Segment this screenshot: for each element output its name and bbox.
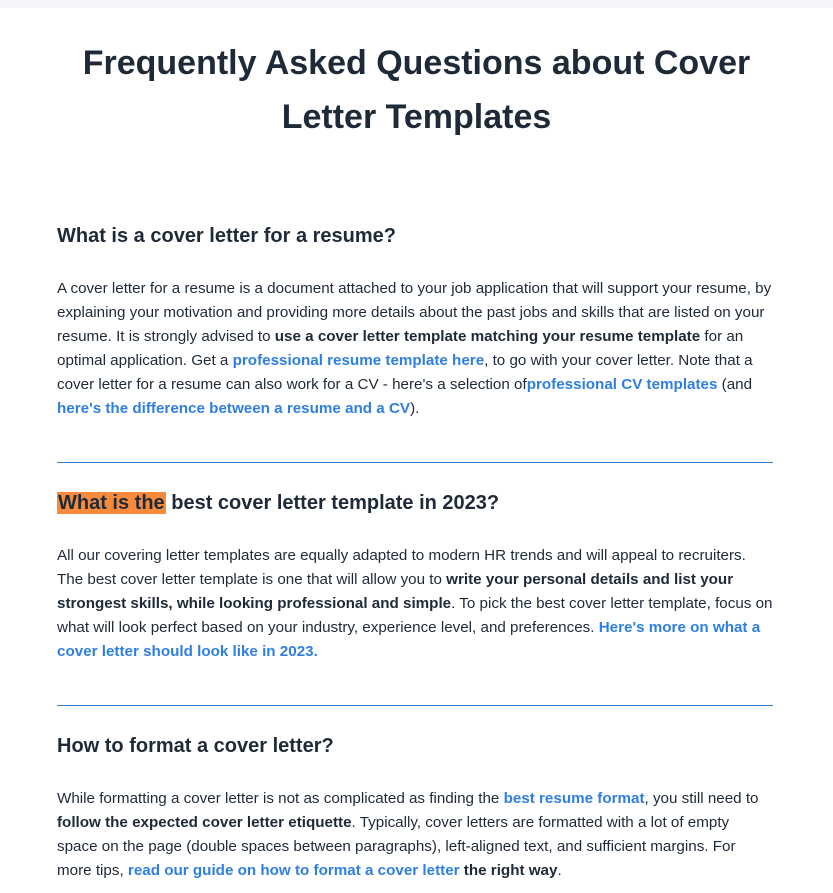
- divider: [57, 462, 773, 463]
- best-resume-format-link[interactable]: best resume format: [503, 790, 645, 807]
- answer-text: , to go with your cover letter. Note that a cover letter for a resume can also work for a CV - here's a selection of: [57, 352, 753, 393]
- resume-vs-cv-link[interactable]: here's the difference between a resume and a CV: [57, 400, 411, 417]
- faq-item-2: [57, 489, 773, 517]
- answer-text: . To pick the best cover letter template, focus on what will look perfect based on your industry, experience level, and preferences.: [57, 595, 773, 636]
- answer-bold-text: write your personal details and list your strongest skills, while looking professional and simple: [57, 571, 734, 612]
- answer-text: for an optimal application. Get a: [57, 328, 744, 369]
- professional-resume-template-link[interactable]: professional resume template here: [232, 352, 485, 369]
- search-highlight: What is the: [58, 492, 165, 514]
- format-guide-link[interactable]: read our guide on how to format a cover letter: [127, 862, 460, 879]
- page-title: Frequently Asked Questions about Cover Letter Templates: [82, 44, 751, 136]
- faq-question-2: [57, 489, 773, 517]
- faq-item-1: [57, 222, 773, 250]
- faq-answer-1: [57, 277, 773, 421]
- answer-bold-text: follow the expected cover letter etiquette: [57, 814, 352, 831]
- answer-text: , you still need to: [644, 790, 759, 807]
- answer-text: A cover letter for a resume is a document attached to your job application that will support your resume, by explaining your motivation and providing more details about the past jobs and skills that are listed on your resume. It is strongly advised to: [57, 280, 772, 345]
- answer-text: . Typically, cover letters are formatted with a lot of empty space on the page (double spaces between paragraphs), left-aligned text, and sufficient margins. For more tips,: [57, 814, 736, 879]
- faq-item-3: [57, 732, 773, 760]
- cover-letter-look-link[interactable]: Here's more on what a cover letter should look like in 2023.: [57, 619, 761, 660]
- professional-cv-templates-link[interactable]: professional CV templates: [526, 376, 718, 393]
- faq-answer-2: [57, 544, 773, 664]
- question-text: best cover letter template in 2023?: [165, 492, 500, 514]
- answer-text: ).: [410, 400, 420, 417]
- answer-text: While formatting a cover letter is not as complicated as finding the: [57, 790, 504, 807]
- divider: [57, 705, 773, 706]
- faq-question-3: How to format a cover letter?: [57, 735, 334, 757]
- answer-bold-text: use a cover letter template matching your resume template: [274, 328, 701, 345]
- top-bar: [0, 0, 833, 8]
- answer-text: All our covering letter templates are equally adapted to modern HR trends and will appeal to recruiters. The best cover letter template is one that will allow you to: [57, 547, 746, 588]
- answer-text: .: [557, 862, 562, 879]
- answer-bold-text: the right way: [459, 862, 558, 879]
- answer-text: (and: [717, 376, 753, 393]
- faq-answer-3: [57, 787, 773, 883]
- faq-question-1: What is a cover letter for a resume?: [57, 225, 397, 247]
